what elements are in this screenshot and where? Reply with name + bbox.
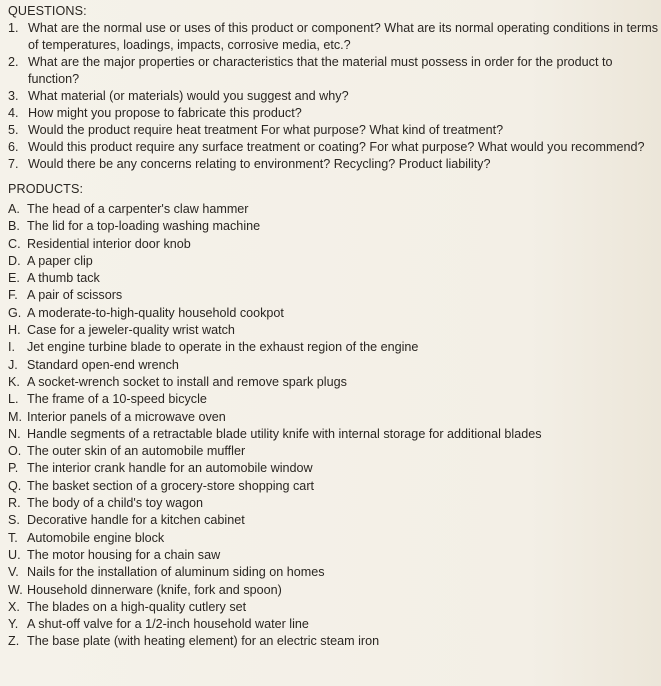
product-letter: J.: [8, 357, 18, 372]
product-letter: R.: [8, 496, 21, 511]
product-item: [8, 426, 661, 443]
product-text: Residential interior door knob: [27, 236, 191, 251]
question-text: What are the normal use or uses of this product or component? What are its normal operating conditions in terms of temperatures, loadings, impacts, corrosive media, etc.?: [28, 21, 658, 52]
product-text: A paper clip: [27, 253, 93, 268]
product-text: The frame of a 10-speed bicycle: [27, 392, 207, 407]
product-text: Interior panels of a microwave oven: [27, 409, 226, 424]
product-item: [8, 599, 661, 616]
product-item: [8, 547, 661, 564]
question-text: Would there be any concerns relating to environment? Recycling? Product liability?: [28, 157, 491, 171]
product-item: [8, 374, 661, 391]
question-item: [8, 105, 661, 122]
product-letter: S.: [8, 513, 20, 528]
product-item: [8, 391, 661, 408]
question-item: [8, 156, 661, 173]
question-text: What are the major properties or characteristics that the material must possess in order for the product to function?: [28, 55, 613, 86]
product-text: The motor housing for a chain saw: [27, 547, 221, 562]
product-item: [8, 512, 661, 529]
question-number: 1.: [8, 21, 19, 35]
product-letter: D.: [8, 253, 21, 268]
product-item: [8, 322, 661, 339]
product-letter: E.: [8, 271, 20, 286]
product-text: The interior crank handle for an automobile window: [27, 461, 313, 476]
product-item: [8, 495, 661, 512]
product-text: Decorative handle for a kitchen cabinet: [27, 513, 245, 528]
product-text: A moderate-to-high-quality household cookpot: [27, 305, 284, 320]
question-item: [8, 54, 661, 88]
product-item: [8, 201, 661, 218]
product-letter: C.: [8, 236, 21, 251]
question-item: [8, 88, 661, 105]
product-letter: G.: [8, 305, 22, 320]
question-text: How might you propose to fabricate this product?: [28, 106, 302, 120]
products-list: [8, 201, 661, 651]
product-text: The head of a carpenter's claw hammer: [27, 202, 249, 216]
question-item: [8, 139, 661, 156]
product-item: [8, 253, 661, 270]
product-letter: A.: [8, 202, 20, 216]
question-number: 7.: [8, 157, 19, 171]
product-item: [8, 305, 661, 322]
product-letter: N.: [8, 426, 21, 441]
product-item: [8, 270, 661, 287]
product-letter: X.: [8, 599, 20, 614]
product-letter: B.: [8, 219, 20, 234]
question-text: Would the product require heat treatment For what purpose? What kind of treatment?: [28, 123, 504, 137]
product-text: The base plate (with heating element) for an electric steam iron: [27, 634, 380, 649]
product-item: [8, 287, 661, 304]
question-text: What material (or materials) would you suggest and why?: [28, 89, 349, 103]
product-text: A thumb tack: [27, 271, 100, 286]
product-text: A pair of scissors: [27, 288, 123, 303]
product-letter: I.: [8, 340, 15, 355]
product-letter: K.: [8, 374, 20, 389]
product-item: [8, 339, 661, 356]
questions-list: [8, 20, 661, 173]
products-heading: PRODUCTS:: [8, 182, 84, 196]
product-text: The lid for a top-loading washing machine: [27, 219, 261, 234]
product-letter: M.: [8, 409, 22, 424]
product-text: The body of a child's toy wagon: [27, 496, 204, 511]
product-item: [8, 616, 661, 633]
product-letter: W.: [8, 582, 23, 597]
question-text: Would this product require any surface treatment or coating? For what purpose? What would you recommend?: [28, 140, 645, 154]
product-item: [8, 460, 661, 477]
product-item: [8, 218, 661, 235]
product-item: [8, 582, 661, 599]
questions-heading: QUESTIONS:: [8, 4, 87, 18]
question-number: 6.: [8, 140, 19, 154]
product-letter: V.: [8, 565, 19, 580]
product-item: [8, 409, 661, 426]
product-text: Standard open-end wrench: [27, 357, 179, 372]
product-item: [8, 530, 661, 547]
product-text: The outer skin of an automobile muffler: [27, 444, 246, 459]
question-number: 4.: [8, 106, 19, 120]
question-number: 2.: [8, 55, 19, 69]
product-text: Handle segments of a retractable blade utility knife with internal storage for additional blades: [27, 426, 542, 441]
product-item: [8, 443, 661, 460]
product-text: The blades on a high-quality cutlery set: [27, 599, 247, 614]
product-letter: U.: [8, 547, 21, 562]
product-text: A shut-off valve for a 1/2-inch household water line: [27, 617, 309, 632]
product-item: [8, 478, 661, 495]
product-letter: P.: [8, 461, 19, 476]
product-letter: Y.: [8, 617, 19, 632]
product-text: A socket-wrench socket to install and remove spark plugs: [27, 374, 347, 389]
product-letter: O.: [8, 444, 22, 459]
product-letter: T.: [8, 530, 18, 545]
product-text: The basket section of a grocery-store shopping cart: [27, 478, 315, 493]
product-item: [8, 633, 661, 650]
product-text: Automobile engine block: [27, 530, 165, 545]
product-letter: Q.: [8, 478, 22, 493]
question-number: 5.: [8, 123, 19, 137]
product-text: Household dinnerware (knife, fork and spoon): [27, 582, 282, 597]
question-item: [8, 20, 661, 54]
question-number: 3.: [8, 89, 19, 103]
product-text: Nails for the installation of aluminum siding on homes: [27, 565, 325, 580]
product-letter: H.: [8, 323, 21, 338]
product-letter: L.: [8, 392, 19, 407]
product-letter: F.: [8, 288, 18, 303]
product-letter: Z.: [8, 634, 20, 649]
product-item: [8, 564, 661, 581]
product-text: Jet engine turbine blade to operate in the exhaust region of the engine: [27, 340, 419, 355]
product-item: [8, 357, 661, 374]
question-item: [8, 122, 661, 139]
product-item: [8, 236, 661, 253]
product-text: Case for a jeweler-quality wrist watch: [27, 323, 235, 338]
